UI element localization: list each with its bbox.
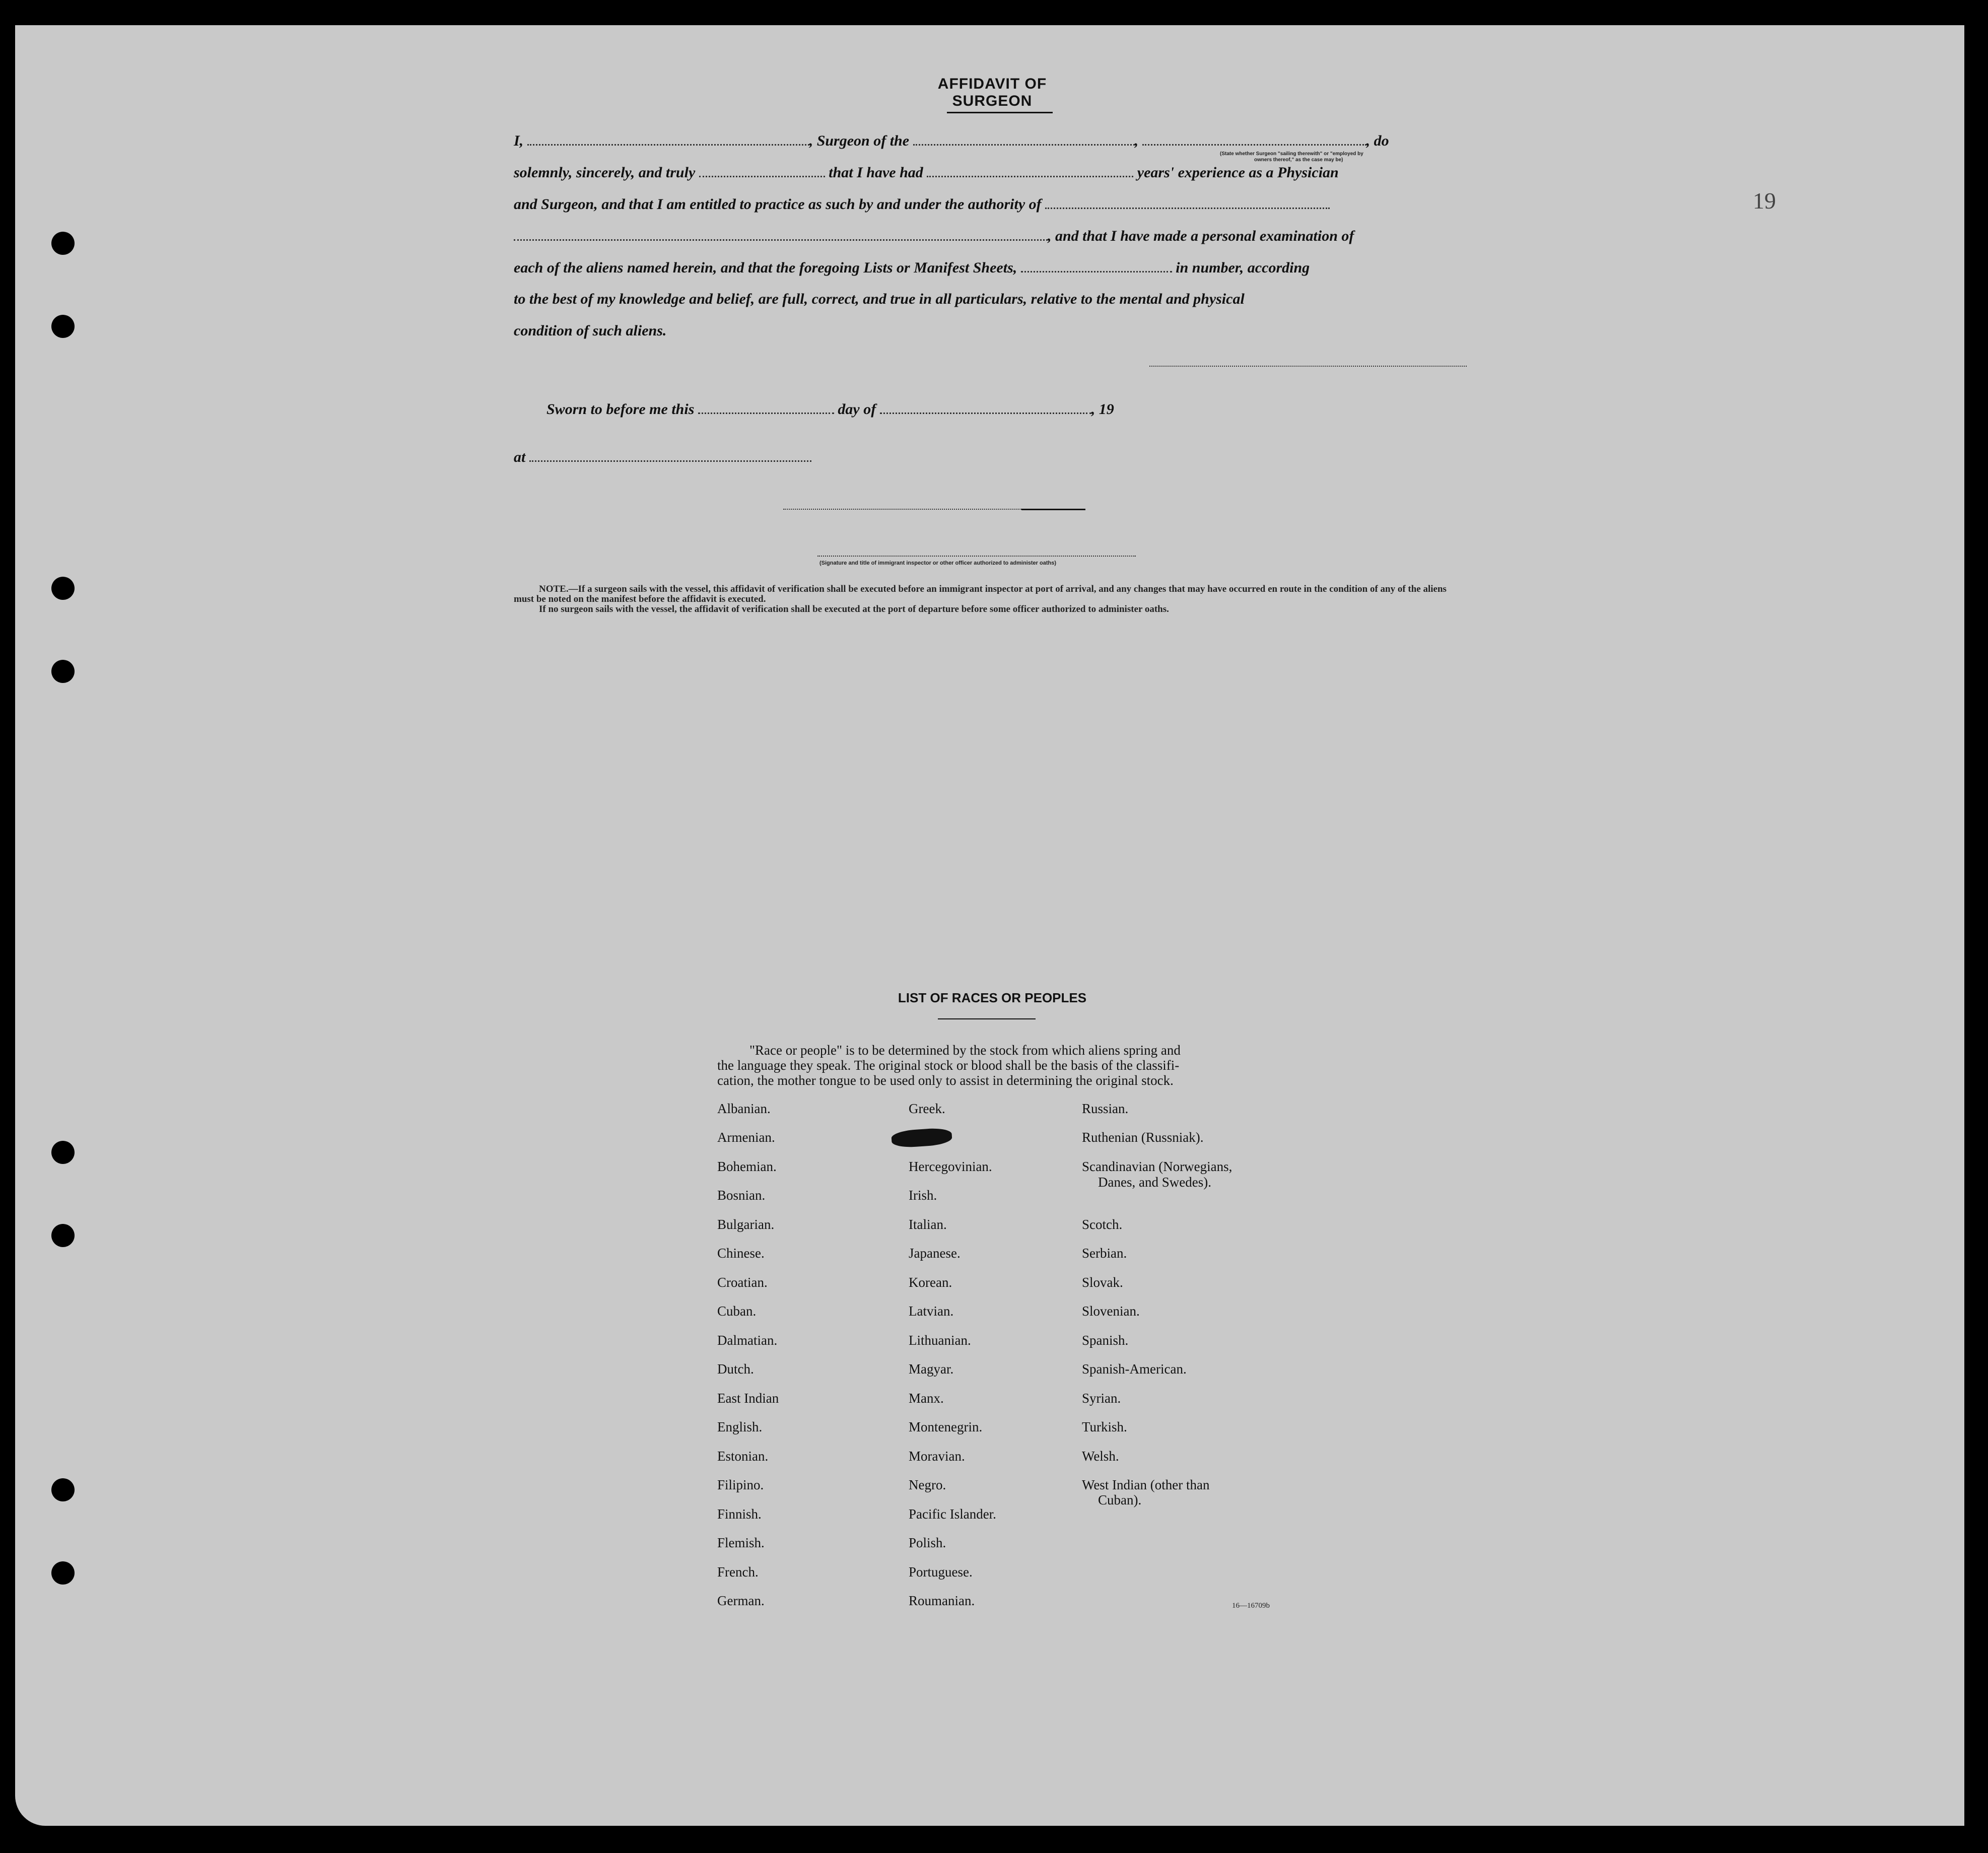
text: , bbox=[1134, 132, 1139, 149]
race-item: Italian. bbox=[909, 1217, 947, 1232]
race-item: Slovak. bbox=[1082, 1275, 1123, 1290]
surgeon-signature-line[interactable] bbox=[1149, 366, 1467, 367]
text: , 19 bbox=[1091, 401, 1114, 418]
affidavit-line-5 bbox=[514, 259, 1468, 277]
race-item: Russian. bbox=[1082, 1101, 1129, 1116]
race-item: Magyar. bbox=[909, 1361, 954, 1377]
text: at bbox=[514, 449, 526, 465]
affidavit-note bbox=[514, 584, 1468, 614]
race-item: Ruthenian (Russniak). bbox=[1082, 1130, 1204, 1145]
race-item: Bulgarian. bbox=[717, 1217, 775, 1232]
race-item: French. bbox=[717, 1564, 759, 1580]
race-item: Welsh. bbox=[1082, 1449, 1119, 1464]
race-item: West Indian (other than bbox=[1082, 1477, 1210, 1492]
race-item: Dutch. bbox=[717, 1361, 754, 1377]
race-item: Greek. bbox=[909, 1101, 945, 1116]
race-item: East Indian bbox=[717, 1391, 779, 1406]
blank-field-day[interactable] bbox=[698, 400, 834, 414]
blank-field-authority-cont[interactable] bbox=[514, 227, 1048, 241]
race-item: English. bbox=[717, 1419, 763, 1434]
race-item: Hercegovinian. bbox=[909, 1159, 992, 1174]
punch-hole bbox=[51, 577, 75, 600]
text: , do bbox=[1366, 132, 1389, 149]
text: Sworn to before me this bbox=[546, 401, 695, 418]
race-item: Filipino. bbox=[717, 1477, 764, 1492]
blank-field-month[interactable] bbox=[880, 400, 1091, 414]
note-paragraph-1: NOTE.—If a surgeon sails with the vessel, this affidavit of verification shall be executed before an immigrant inspector at port of arrival, and any changes that may have occurred en route in the condition of any of the aliens must be noted on the manifest before the affidavit is executed. bbox=[514, 584, 1447, 604]
blank-field-place[interactable] bbox=[529, 448, 811, 462]
race-item: Syrian. bbox=[1082, 1391, 1121, 1406]
text: in number, according bbox=[1176, 259, 1310, 276]
race-item: Bohemian. bbox=[717, 1159, 777, 1174]
text: , Surgeon of the bbox=[809, 132, 910, 149]
race-item: German. bbox=[717, 1593, 765, 1608]
race-item: Latvian. bbox=[909, 1303, 954, 1319]
race-item: Estonian. bbox=[717, 1449, 769, 1464]
text: and Surgeon, and that I am entitled to practice as such by and under the authority of bbox=[514, 196, 1042, 213]
race-item: Montenegrin. bbox=[909, 1419, 983, 1434]
text: years' experience as a Physician bbox=[1137, 164, 1339, 181]
race-item: Armenian. bbox=[717, 1130, 775, 1145]
race-item: Spanish. bbox=[1082, 1333, 1129, 1348]
note-paragraph-2: If no surgeon sails with the vessel, the affidavit of verification shall be executed at the port of departure before some officer authorized to administer oaths. bbox=[539, 604, 1169, 614]
surgeon-status-note-2: owners thereof," as the case may be) bbox=[1254, 157, 1343, 163]
inspector-signature-line[interactable] bbox=[817, 556, 1136, 557]
punch-hole bbox=[51, 1561, 75, 1585]
text: that I have had bbox=[829, 164, 923, 181]
race-item: Lithuanian. bbox=[909, 1333, 971, 1348]
blank-field-vessel[interactable] bbox=[913, 132, 1135, 146]
blank-field-surgeon-status[interactable] bbox=[1142, 132, 1366, 146]
race-item: Scandinavian (Norwegians, bbox=[1082, 1159, 1232, 1174]
race-item: Moravian. bbox=[909, 1449, 965, 1464]
text: day of bbox=[838, 401, 876, 418]
surgeon-status-note-1: (State whether Surgeon "sailing therewith" or "employed by bbox=[1220, 151, 1363, 157]
races-title: LIST OF RACES OR PEOPLES bbox=[898, 990, 1087, 1005]
page-number: 19 bbox=[1753, 188, 1776, 214]
race-item: Manx. bbox=[909, 1391, 944, 1406]
race-item: Flemish. bbox=[717, 1535, 765, 1550]
race-item: Roumanian. bbox=[909, 1593, 975, 1608]
affidavit-title: AFFIDAVIT OF SURGEON bbox=[937, 76, 1047, 109]
intro-line-2: the language they speak. The original stock or blood shall be the basis of the classifi- bbox=[717, 1058, 1180, 1073]
signature-stroke bbox=[1021, 509, 1085, 510]
affidavit-line-7: condition of such aliens. bbox=[514, 322, 667, 339]
punch-hole bbox=[51, 1224, 75, 1247]
race-item: Dalmatian. bbox=[717, 1333, 778, 1348]
sworn-line bbox=[546, 400, 1501, 418]
race-item-continuation: Danes, and Swedes). bbox=[1098, 1175, 1211, 1190]
races-intro bbox=[717, 1043, 1259, 1088]
race-item: Serbian. bbox=[1082, 1246, 1127, 1261]
affidavit-line-4 bbox=[514, 227, 1468, 245]
race-item: Negro. bbox=[909, 1477, 946, 1492]
blank-field-oath[interactable] bbox=[699, 164, 825, 177]
punch-hole bbox=[51, 1478, 75, 1501]
race-item: Spanish-American. bbox=[1082, 1361, 1187, 1377]
punch-hole bbox=[51, 1141, 75, 1164]
race-item: Bosnian. bbox=[717, 1188, 766, 1203]
race-item: Turkish. bbox=[1082, 1419, 1127, 1434]
affidavit-line-1 bbox=[514, 132, 1468, 150]
blank-field-name[interactable] bbox=[527, 132, 809, 146]
affidavit-line-6: to the best of my knowledge and belief, are full, correct, and true in all particulars, relative to the mental and physical bbox=[514, 291, 1245, 307]
race-item-continuation: Cuban). bbox=[1098, 1492, 1142, 1507]
signature-caption: (Signature and title of immigrant inspector or other officer authorized to administer oaths) bbox=[819, 560, 1056, 566]
blank-field-authority[interactable] bbox=[1045, 195, 1330, 209]
text: solemnly, sincerely, and truly bbox=[514, 164, 696, 181]
punch-hole bbox=[51, 232, 75, 255]
blank-field-sheet-count[interactable] bbox=[1021, 259, 1172, 272]
title-rule bbox=[947, 112, 1053, 113]
race-item: Polish. bbox=[909, 1535, 946, 1550]
race-item: Pacific Islander. bbox=[909, 1506, 996, 1522]
intro-line-1: "Race or people" is to be determined by the stock from which aliens spring and bbox=[749, 1043, 1181, 1058]
intro-line-3: cation, the mother tongue to be used only to assist in determining the original stock. bbox=[717, 1073, 1174, 1088]
punch-hole bbox=[51, 315, 75, 338]
at-line bbox=[514, 448, 1468, 466]
affidavit-line-2 bbox=[514, 164, 1468, 181]
affidavit-line-3 bbox=[514, 195, 1468, 213]
punch-hole bbox=[51, 660, 75, 683]
race-item: Albanian. bbox=[717, 1101, 771, 1116]
race-item: Korean. bbox=[909, 1275, 952, 1290]
race-item: Portuguese. bbox=[909, 1564, 973, 1580]
form-number: 16—16709b bbox=[1232, 1602, 1270, 1610]
race-item: Cuban. bbox=[717, 1303, 757, 1319]
text: I, bbox=[514, 132, 524, 149]
race-item: Scotch. bbox=[1082, 1217, 1123, 1232]
text: , and that I have made a personal examination of bbox=[1048, 228, 1354, 244]
race-item: Croatian. bbox=[717, 1275, 768, 1290]
race-item: Irish. bbox=[909, 1188, 937, 1203]
race-item: Finnish. bbox=[717, 1506, 762, 1522]
race-item: Slovenian. bbox=[1082, 1303, 1140, 1319]
race-item: Chinese. bbox=[717, 1246, 765, 1261]
races-title-rule bbox=[938, 1018, 1036, 1019]
text: each of the aliens named herein, and that the foregoing Lists or Manifest Sheets, bbox=[514, 259, 1017, 276]
blank-field-years[interactable] bbox=[927, 164, 1133, 177]
race-item: Japanese. bbox=[909, 1246, 961, 1261]
